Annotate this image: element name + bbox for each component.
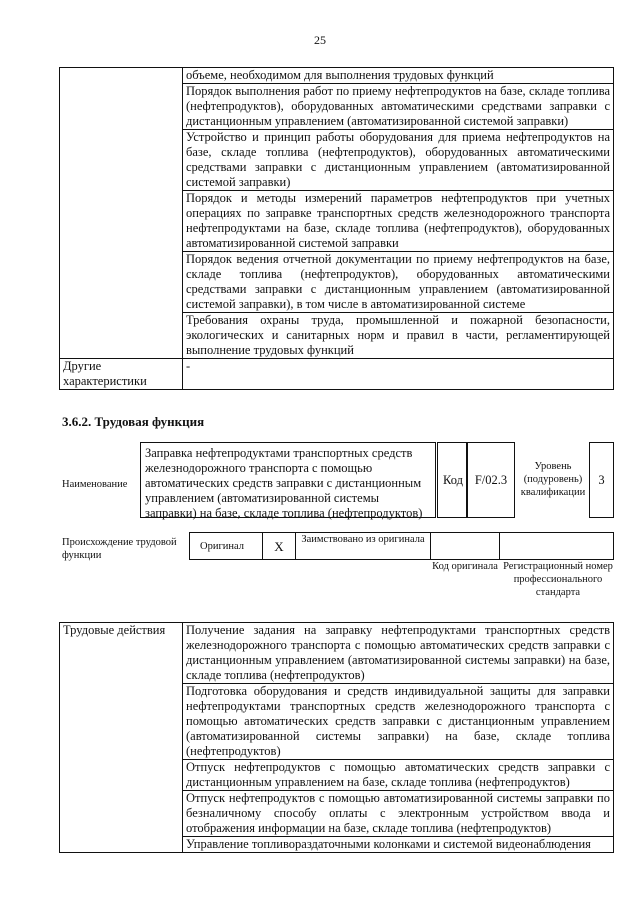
- level-value: 3: [598, 473, 605, 487]
- table-row: Отпуск нефтепродуктов с помощью автоматизированной системы заправки по безналичному способу оплаты с электронным устройством ввода и отображения информации на базе, складе топлива (нефтепродуктов): [183, 791, 614, 837]
- code-label: Код: [443, 473, 463, 487]
- level-value-box: [589, 442, 614, 518]
- table-row: Устройство и принцип работы оборудования для приема нефтепродуктов на базе, складе топлива (нефтепродуктов), оборудованных автоматическими средствами заправки с дистанционным управлением (автоматизированной системой заправки): [183, 130, 614, 191]
- other-characteristics-value: -: [183, 359, 614, 390]
- original-mark: X: [274, 539, 284, 554]
- code-caption: Код оригинала: [432, 561, 498, 572]
- original-label: Оригинал: [200, 541, 244, 552]
- table-row: Порядок выполнения работ по приему нефтепродуктов на базе, складе топлива (нефтепродуктов), оборудованных автоматическими средствами заправки с дистанционным управлением (автоматизированной системой заправки): [183, 84, 614, 130]
- code-label-box: [437, 442, 467, 518]
- labor-actions-table: [59, 622, 614, 853]
- borrowed-label: Заимствовано из оригинала: [301, 534, 425, 545]
- original-code-cell: [430, 532, 500, 560]
- name-label: Наименование: [62, 479, 128, 490]
- reg-number-cell: [499, 532, 614, 560]
- table-row: Требования охраны труда, промышленной и пожарной безопасности, экологических и санитарных норм и правил в части, регламентирующей выполнение трудовых функций: [183, 313, 614, 359]
- other-characteristics-label: Другие характеристики: [60, 359, 183, 390]
- table-row: Получение задания на заправку нефтепродуктами транспортных средств железнодорожного транспорта с помощью автоматических средств заправки с дистанционным управлением (автоматизированной системы заправки) на базе, складе топлива (нефтепродуктов): [183, 623, 614, 684]
- table-row: объеме, необходимом для выполнения трудовых функций: [183, 68, 614, 84]
- original-mark-cell: [262, 532, 296, 560]
- level-label: Уровень (подуровень) квалификации: [520, 461, 586, 498]
- code-value: F/02.3: [474, 473, 508, 487]
- origin-label: Происхождение трудовой функции: [62, 537, 177, 561]
- original-cell: [189, 532, 263, 560]
- reg-caption: Регистрационный номер профессионального стандарта: [503, 561, 613, 598]
- table-row: Порядок ведения отчетной документации по приему нефтепродуктов на базе, складе топлива (нефтепродуктов), оборудованных автоматическими средствами заправки с дистанционным управлением (автоматизированной системой заправки), в том числе в автоматизированной системе: [183, 252, 614, 313]
- table-row: Подготовка оборудования и средств индивидуальной защиты для заправки нефтепродуктами транспортных средств железнодорожного транспорта с помощью автоматических средств заправки с дистанционным управлением (автоматизированной системы заправки) на базе, складе топлива (нефтепродуктов): [183, 684, 614, 760]
- knowledge-table: [59, 67, 614, 390]
- borrowed-cell: [295, 532, 431, 560]
- table-row: Управление топливораздаточными колонками и системой видеонаблюдения: [183, 837, 614, 853]
- labor-actions-label: Трудовые действия: [60, 623, 183, 853]
- table-row: Порядок и методы измерений параметров нефтепродуктов при учетных операциях по заправке транспортных средств железнодорожного транспорта нефтепродуктами на базе, складе топлива (нефтепродуктов), оборудованных автоматизированной системой заправки: [183, 191, 614, 252]
- code-value-box: [467, 442, 515, 518]
- page-number: 25: [314, 33, 326, 47]
- function-name-box: Заправка нефтепродуктами транспортных средств железнодорожного транспорта с помощью автоматических средств заправки с дистанционным управлением (автоматизированной системы заправки) на базе, складе топлива (нефтепродуктов): [140, 442, 436, 518]
- table-row: Отпуск нефтепродуктов с помощью автоматических средств заправки с дистанционным управлением на базе, складе топлива (нефтепродуктов): [183, 760, 614, 791]
- section-title: 3.6.2. Трудовая функция: [62, 414, 205, 429]
- table-label-cell: [60, 68, 183, 359]
